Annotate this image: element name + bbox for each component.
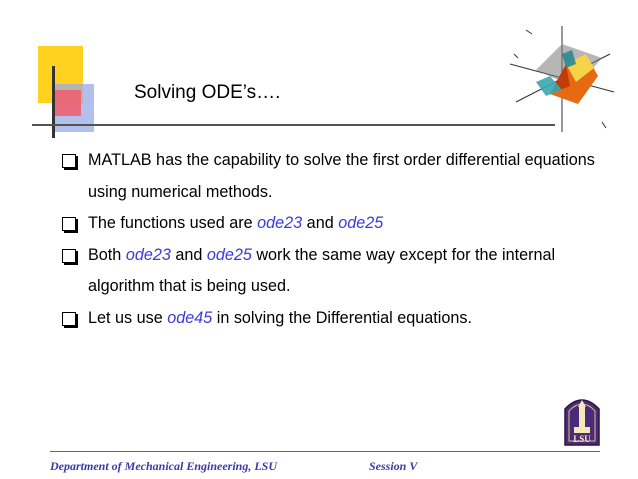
function-name: ode25	[206, 245, 252, 264]
square-bullet-icon	[62, 217, 76, 231]
function-name: ode25	[338, 214, 384, 232]
footer-divider	[50, 451, 600, 452]
square-bullet-icon	[62, 249, 76, 263]
title-underline	[32, 124, 555, 126]
bullet-text: in solving the Differential equations.	[212, 308, 472, 327]
slide-title: Solving ODE’s….	[134, 82, 281, 103]
bullet-text: and	[302, 214, 339, 232]
bullet-item	[62, 303, 622, 335]
logo-text: LSU	[573, 434, 591, 444]
bullet-item	[62, 145, 622, 208]
decor-vertical-line	[52, 66, 55, 138]
decor-red-square	[55, 90, 81, 116]
bullet-item	[62, 240, 622, 303]
footer-session: Session V	[369, 459, 418, 473]
function-name: ode23	[257, 214, 303, 232]
bullet-text: Let us use	[88, 308, 168, 327]
bullet-list	[62, 145, 622, 334]
bullet-text: work the same way except for the internal algorithm that is being used.	[88, 245, 556, 295]
matlab-3d-surface-icon	[506, 24, 618, 134]
bullet-text: MATLAB has the capability to solve the first order differential equations using numerical methods.	[88, 151, 595, 201]
square-bullet-icon	[62, 154, 76, 168]
bullet-item	[62, 208, 622, 240]
bullet-text: The functions used are	[88, 214, 258, 232]
footer-department: Department of Mechanical Engineering, LSU	[50, 459, 278, 473]
function-name: ode23	[125, 245, 171, 264]
function-name: ode45	[167, 308, 213, 327]
square-bullet-icon	[62, 312, 76, 326]
bullet-text: Both	[88, 245, 126, 264]
bullet-text: and	[170, 245, 207, 264]
lsu-tower-logo-icon	[562, 395, 602, 447]
